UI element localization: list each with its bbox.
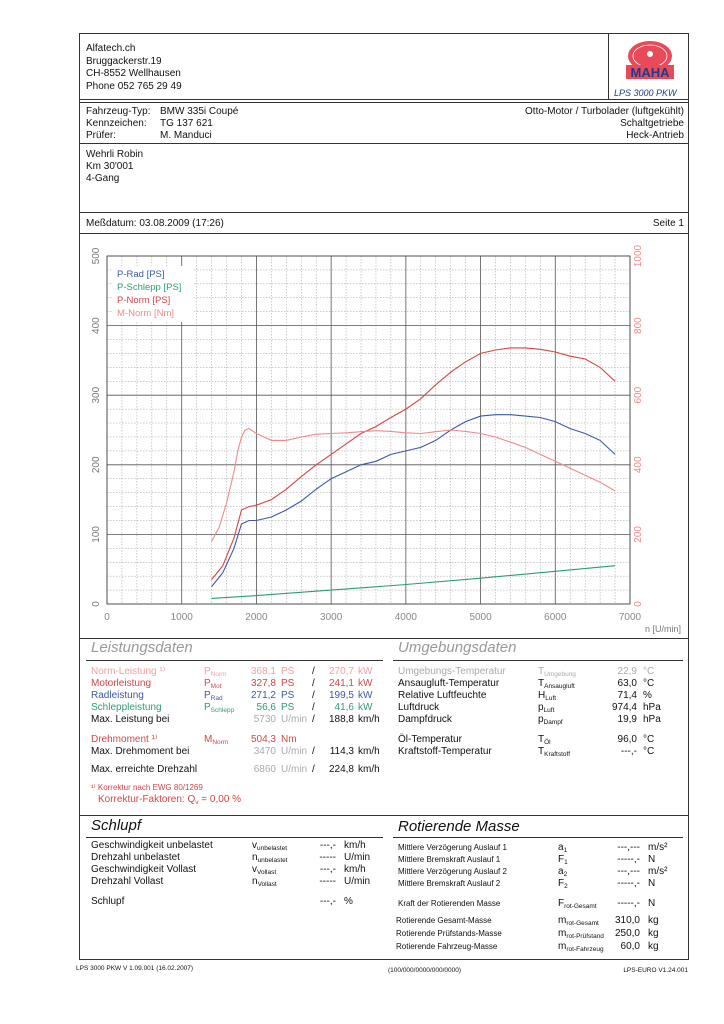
y-right-tick-label: 0 xyxy=(633,601,644,607)
series-line-p-norm xyxy=(212,348,615,580)
customer-name: Wehrli Robin xyxy=(86,149,144,160)
umgebung-symbol: $T_{Umgebung}$ xyxy=(538,666,576,678)
umgebung-label: Umgebungs-Temperatur xyxy=(398,666,506,677)
leistung-separator: / xyxy=(312,714,315,725)
leistung-unit-1: PS xyxy=(281,702,295,713)
umgebung-unit: hPa xyxy=(643,702,661,713)
y-right-tick-label: 1000 xyxy=(633,244,644,268)
leistung-unit-1: Nm xyxy=(281,734,297,745)
leistung-value-2: 270,7 xyxy=(328,666,354,677)
leistung-unit-2: kW xyxy=(358,666,373,677)
mass-value: 250,0 xyxy=(614,928,640,939)
tester-value: M. Manduci xyxy=(160,130,212,141)
company-phone: Phone 052 765 29 49 xyxy=(86,81,182,92)
schlupf-label: Drehzahl unbelastet xyxy=(91,852,180,863)
leistung-unit-1: PS xyxy=(281,678,295,689)
leistung-separator: / xyxy=(312,702,315,713)
leistung-value-1: 56,6 xyxy=(256,702,276,713)
leistung-label: Drehmoment ¹⁾ xyxy=(91,734,158,745)
schlupf-symbol: $n_{unbelastet}$ xyxy=(252,852,288,864)
leistung-symbol: $M_{Norm}$ xyxy=(204,734,229,746)
leistung-value-2: 224,8 xyxy=(328,764,354,775)
company-name: Alfatech.ch xyxy=(86,43,136,54)
mass-value: 310,0 xyxy=(614,915,640,926)
umgebung-label: Kraftstoff-Temperatur xyxy=(398,746,492,757)
header-divider xyxy=(79,99,689,100)
x-tick-label: 7000 xyxy=(618,612,642,623)
mass-value: 60,0 xyxy=(620,941,640,952)
header-divider-2 xyxy=(79,102,689,103)
mass-unit: kg xyxy=(648,928,659,939)
rotierende-unit: N xyxy=(648,878,656,889)
leistung-value-1: 5730 xyxy=(253,714,276,725)
plate-value: TG 137 621 xyxy=(160,118,213,129)
schlupf-value: ----- xyxy=(319,852,336,863)
leistung-underline xyxy=(86,660,383,661)
leistung-separator: / xyxy=(312,746,315,757)
umgebung-unit: °C xyxy=(643,666,655,677)
umgebung-value: 22,9 xyxy=(617,666,637,677)
rotierende-underline xyxy=(393,837,683,838)
leistung-value-2: 241,1 xyxy=(328,678,354,689)
leistung-value-1: 504,3 xyxy=(250,734,276,745)
rotierende-symbol: $a_1$ xyxy=(558,842,568,854)
umgebung-value: ---,- xyxy=(620,746,637,757)
leistung-unit-1: U/min xyxy=(281,714,308,725)
leistung-unit-2: kW xyxy=(358,678,373,689)
footer-euro-version: LPS-EURO V1.24.001 xyxy=(623,967,688,974)
y-left-tick-label: 500 xyxy=(91,247,102,265)
mid-divider xyxy=(79,815,689,816)
force-symbol: $F_{rot-Gesamt}$ xyxy=(558,898,597,910)
rotierende-unit: N xyxy=(648,854,656,865)
schlupf-title: Schlupf xyxy=(91,817,142,834)
umgebung-value: 19,9 xyxy=(617,714,637,725)
rotierende-unit: m/s² xyxy=(648,842,668,853)
leistung-symbol: $P_{Schlepp}$ xyxy=(204,702,235,714)
umgebung-label: Öl-Temperatur xyxy=(398,734,462,745)
schlupf-value: ---,- xyxy=(319,840,336,851)
slip-unit: % xyxy=(344,896,353,907)
rotierende-value: ---,--- xyxy=(617,866,640,877)
umgebung-label: Ansaugluft-Temperatur xyxy=(398,678,500,689)
slip-value: ---,- xyxy=(319,896,336,907)
mass-unit: kg xyxy=(648,941,659,952)
leistung-value-1: 3470 xyxy=(253,746,276,757)
y-right-tick-label: 400 xyxy=(633,456,644,474)
leistung-value-1: 368,1 xyxy=(250,666,276,677)
x-tick-label: 1000 xyxy=(170,612,193,623)
leistung-label: Motorleistung xyxy=(91,678,152,689)
leistung-label: Max. Drehmoment bei xyxy=(91,746,190,757)
leistung-separator: / xyxy=(312,690,315,701)
mass-unit: kg xyxy=(648,915,659,926)
leistung-label: Norm-Leistung ¹⁾ xyxy=(91,666,166,677)
schlupf-value: ---,- xyxy=(319,864,336,875)
schlupf-underline xyxy=(86,837,383,838)
schlupf-symbol: $v_{unbelastet}$ xyxy=(252,840,287,852)
umgebung-symbol: $T_{Ansaugluft}$ xyxy=(538,678,575,690)
leistung-unit-2: km/h xyxy=(358,764,380,775)
legend-entry: P-Schlepp [PS] xyxy=(117,282,182,293)
product-model: LPS 3000 PKW xyxy=(614,88,677,98)
umgebung-symbol: $T_{Öl}$ xyxy=(538,734,551,746)
rotierende-value: -----,- xyxy=(617,854,640,865)
leistung-unit-2: km/h xyxy=(358,746,380,757)
rotierende-label: Mittlere Bremskraft Auslauf 1 xyxy=(398,855,501,864)
correction-factor: Korrektur-Faktoren: $Q_v = 0,00$ % xyxy=(98,794,242,806)
mass-symbol: $m_{rot-Prüfstand}$ xyxy=(558,928,604,940)
x-tick-label: 3000 xyxy=(320,612,343,623)
logo-divider xyxy=(608,33,609,99)
schlupf-symbol: $v_{Vollast}$ xyxy=(252,864,277,876)
y-right-tick-label: 800 xyxy=(633,317,644,334)
mass-symbol: $m_{rot-Fahrzeug}$ xyxy=(558,941,604,953)
x-tick-label: 2000 xyxy=(245,612,268,623)
gearbox-type: Schaltgetriebe xyxy=(620,118,684,129)
umgebung-value: 63,0 xyxy=(617,678,637,689)
leistung-separator: / xyxy=(312,666,315,677)
y-left-tick-label: 200 xyxy=(91,456,102,474)
schlupf-unit: U/min xyxy=(344,852,371,863)
footer-version: LPS 3000 PKW V 1.09.001 (16.02.2007) xyxy=(76,965,194,972)
leistung-value-2: 188,8 xyxy=(328,714,354,725)
leistung-unit-2: km/h xyxy=(358,714,380,725)
rotierende-title: Rotierende Masse xyxy=(398,818,520,835)
force-value: -----,- xyxy=(617,898,640,909)
umgebung-underline xyxy=(393,660,683,661)
mass-label: Rotierende Fahrzeug-Masse xyxy=(396,942,498,951)
schlupf-label: Drehzahl Vollast xyxy=(91,876,164,887)
vehicle-type-label: Fahrzeug-Typ: xyxy=(86,106,151,117)
rotierende-unit: m/s² xyxy=(648,866,668,877)
leistung-label: Max. erreichte Drehzahl xyxy=(91,764,198,775)
leistung-value-2: 114,3 xyxy=(329,746,354,757)
umgebung-unit: °C xyxy=(643,678,655,689)
umgebung-title: Umgebungsdaten xyxy=(398,639,517,656)
schlupf-value: ----- xyxy=(319,876,336,887)
leistung-separator: / xyxy=(312,764,315,775)
mass-symbol: $m_{rot-Gesamt}$ xyxy=(558,915,599,927)
rotierende-value: ---,--- xyxy=(617,842,640,853)
leistung-symbol: $P_{Norm}$ xyxy=(204,666,227,678)
schlupf-label: Geschwindigkeit Vollast xyxy=(91,864,197,875)
legend-entry: M-Norm [Nm] xyxy=(117,308,174,319)
rotierende-label: Mittlere Bremskraft Auslauf 2 xyxy=(398,879,501,888)
umgebung-value: 974,4 xyxy=(611,702,637,713)
y-right-tick-label: 200 xyxy=(633,526,644,543)
y-left-tick-label: 400 xyxy=(91,317,102,334)
umgebung-label: Luftdruck xyxy=(398,702,440,713)
rotierende-label: Mittlere Verzögerung Auslauf 1 xyxy=(398,843,507,852)
umgebung-label: Relative Luftfeuchte xyxy=(398,690,487,701)
leistung-label: Radleistung xyxy=(91,690,144,701)
umgebung-symbol: $H_{Luft}$ xyxy=(538,690,557,702)
x-tick-label: 0 xyxy=(104,612,110,623)
mass-label: Rotierende Gesamt-Masse xyxy=(396,916,492,925)
y-left-tick-label: 100 xyxy=(91,526,102,543)
schlupf-unit: U/min xyxy=(344,876,371,887)
leistung-separator: / xyxy=(312,678,315,689)
force-unit: N xyxy=(648,898,656,909)
leistung-unit-1: U/min xyxy=(281,746,308,757)
umgebung-label: Dampfdruck xyxy=(398,714,452,725)
x-tick-label: 6000 xyxy=(544,612,567,623)
schlupf-symbol: $n_{Vollast}$ xyxy=(252,876,277,888)
page-number: Seite 1 xyxy=(652,218,684,229)
slip-label: Schlupf xyxy=(91,896,125,907)
mass-label: Rotierende Prüfstands-Masse xyxy=(396,929,502,938)
measurement-date: Meßdatum: 03.08.2009 (17:26) xyxy=(86,218,224,229)
series-line-m-norm xyxy=(212,429,615,542)
customer-km: Km 30'001 xyxy=(86,161,134,172)
leistung-symbol: $P_{Rad}$ xyxy=(204,690,223,702)
company-city: CH-8552 Wellhausen xyxy=(86,68,181,79)
umgebung-symbol: $p_{Dampf}$ xyxy=(538,714,563,726)
leistung-title: Leistungsdaten xyxy=(91,639,193,656)
drive-type: Heck-Antrieb xyxy=(626,130,684,141)
y-left-tick-label: 0 xyxy=(91,601,102,607)
y-right-tick-label: 600 xyxy=(633,386,644,404)
logo-text: MAHA xyxy=(630,65,670,80)
rotierende-symbol: $F_1$ xyxy=(558,854,568,866)
umgebung-unit: °C xyxy=(643,734,655,745)
vehicle-type-value: BMW 335i Coupé xyxy=(160,106,239,117)
umgebung-value: 71,4 xyxy=(617,690,637,701)
y-left-tick-label: 300 xyxy=(91,386,102,404)
leistung-unit-1: U/min xyxy=(281,764,308,775)
x-axis-label: n [U/min] xyxy=(644,624,681,634)
leistung-value-2: 41,6 xyxy=(334,702,354,713)
legend-entry: P-Norm [PS] xyxy=(117,295,171,306)
umgebung-symbol: $T_{Kraftstoff}$ xyxy=(538,746,571,758)
tester-label: Prüfer: xyxy=(86,130,117,141)
company-street: Bruggackerstr.19 xyxy=(86,56,162,67)
leistung-symbol: $P_{Mot}$ xyxy=(204,678,222,690)
leistung-value-2: 199,5 xyxy=(328,690,354,701)
leistung-value-1: 327,8 xyxy=(250,678,276,689)
umgebung-unit: % xyxy=(643,690,652,701)
engine-type: Otto-Motor / Turbolader (luftgekühlt) xyxy=(525,106,684,117)
leistung-unit-2: kW xyxy=(358,702,373,713)
vehicle-divider xyxy=(79,143,689,144)
umgebung-unit: hPa xyxy=(643,714,661,725)
series-line-p-schlepp xyxy=(212,566,615,599)
leistung-value-1: 6860 xyxy=(253,764,276,775)
leistung-label: Schleppleistung xyxy=(91,702,162,713)
schlupf-unit: km/h xyxy=(344,864,366,875)
schlupf-label: Geschwindigkeit unbelastet xyxy=(91,840,213,851)
x-tick-label: 5000 xyxy=(469,612,492,623)
legend-entry: P-Rad [PS] xyxy=(117,269,165,280)
umgebung-symbol: $p_{Luft}$ xyxy=(538,702,555,714)
leistung-label: Max. Leistung bei xyxy=(91,714,170,725)
leistung-unit-2: kW xyxy=(358,690,373,701)
x-tick-label: 4000 xyxy=(394,612,417,623)
rotierende-value: -----,- xyxy=(617,878,640,889)
correction-note: ¹⁾ Korrektur nach EWG 80/1269 xyxy=(91,783,203,792)
umgebung-value: 96,0 xyxy=(617,734,637,745)
plate-label: Kennzeichen: xyxy=(86,118,147,129)
customer-divider xyxy=(79,212,689,213)
leistung-unit-1: PS xyxy=(281,666,295,677)
leistung-value-1: 271,2 xyxy=(250,690,276,701)
footer-code: (100/000/0000/000/0000) xyxy=(388,967,462,974)
leistung-unit-1: PS xyxy=(281,690,295,701)
rotierende-label: Mittlere Verzögerung Auslauf 2 xyxy=(398,867,507,876)
rotierende-symbol: $F_2$ xyxy=(558,878,568,890)
power-chart xyxy=(79,234,689,638)
schlupf-unit: km/h xyxy=(344,840,366,851)
customer-gear: 4-Gang xyxy=(86,173,120,184)
maha-logo xyxy=(615,38,685,90)
force-label: Kraft der Rotierenden Masse xyxy=(398,899,501,908)
rotierende-symbol: $a_2$ xyxy=(558,866,568,878)
umgebung-unit: °C xyxy=(643,746,655,757)
